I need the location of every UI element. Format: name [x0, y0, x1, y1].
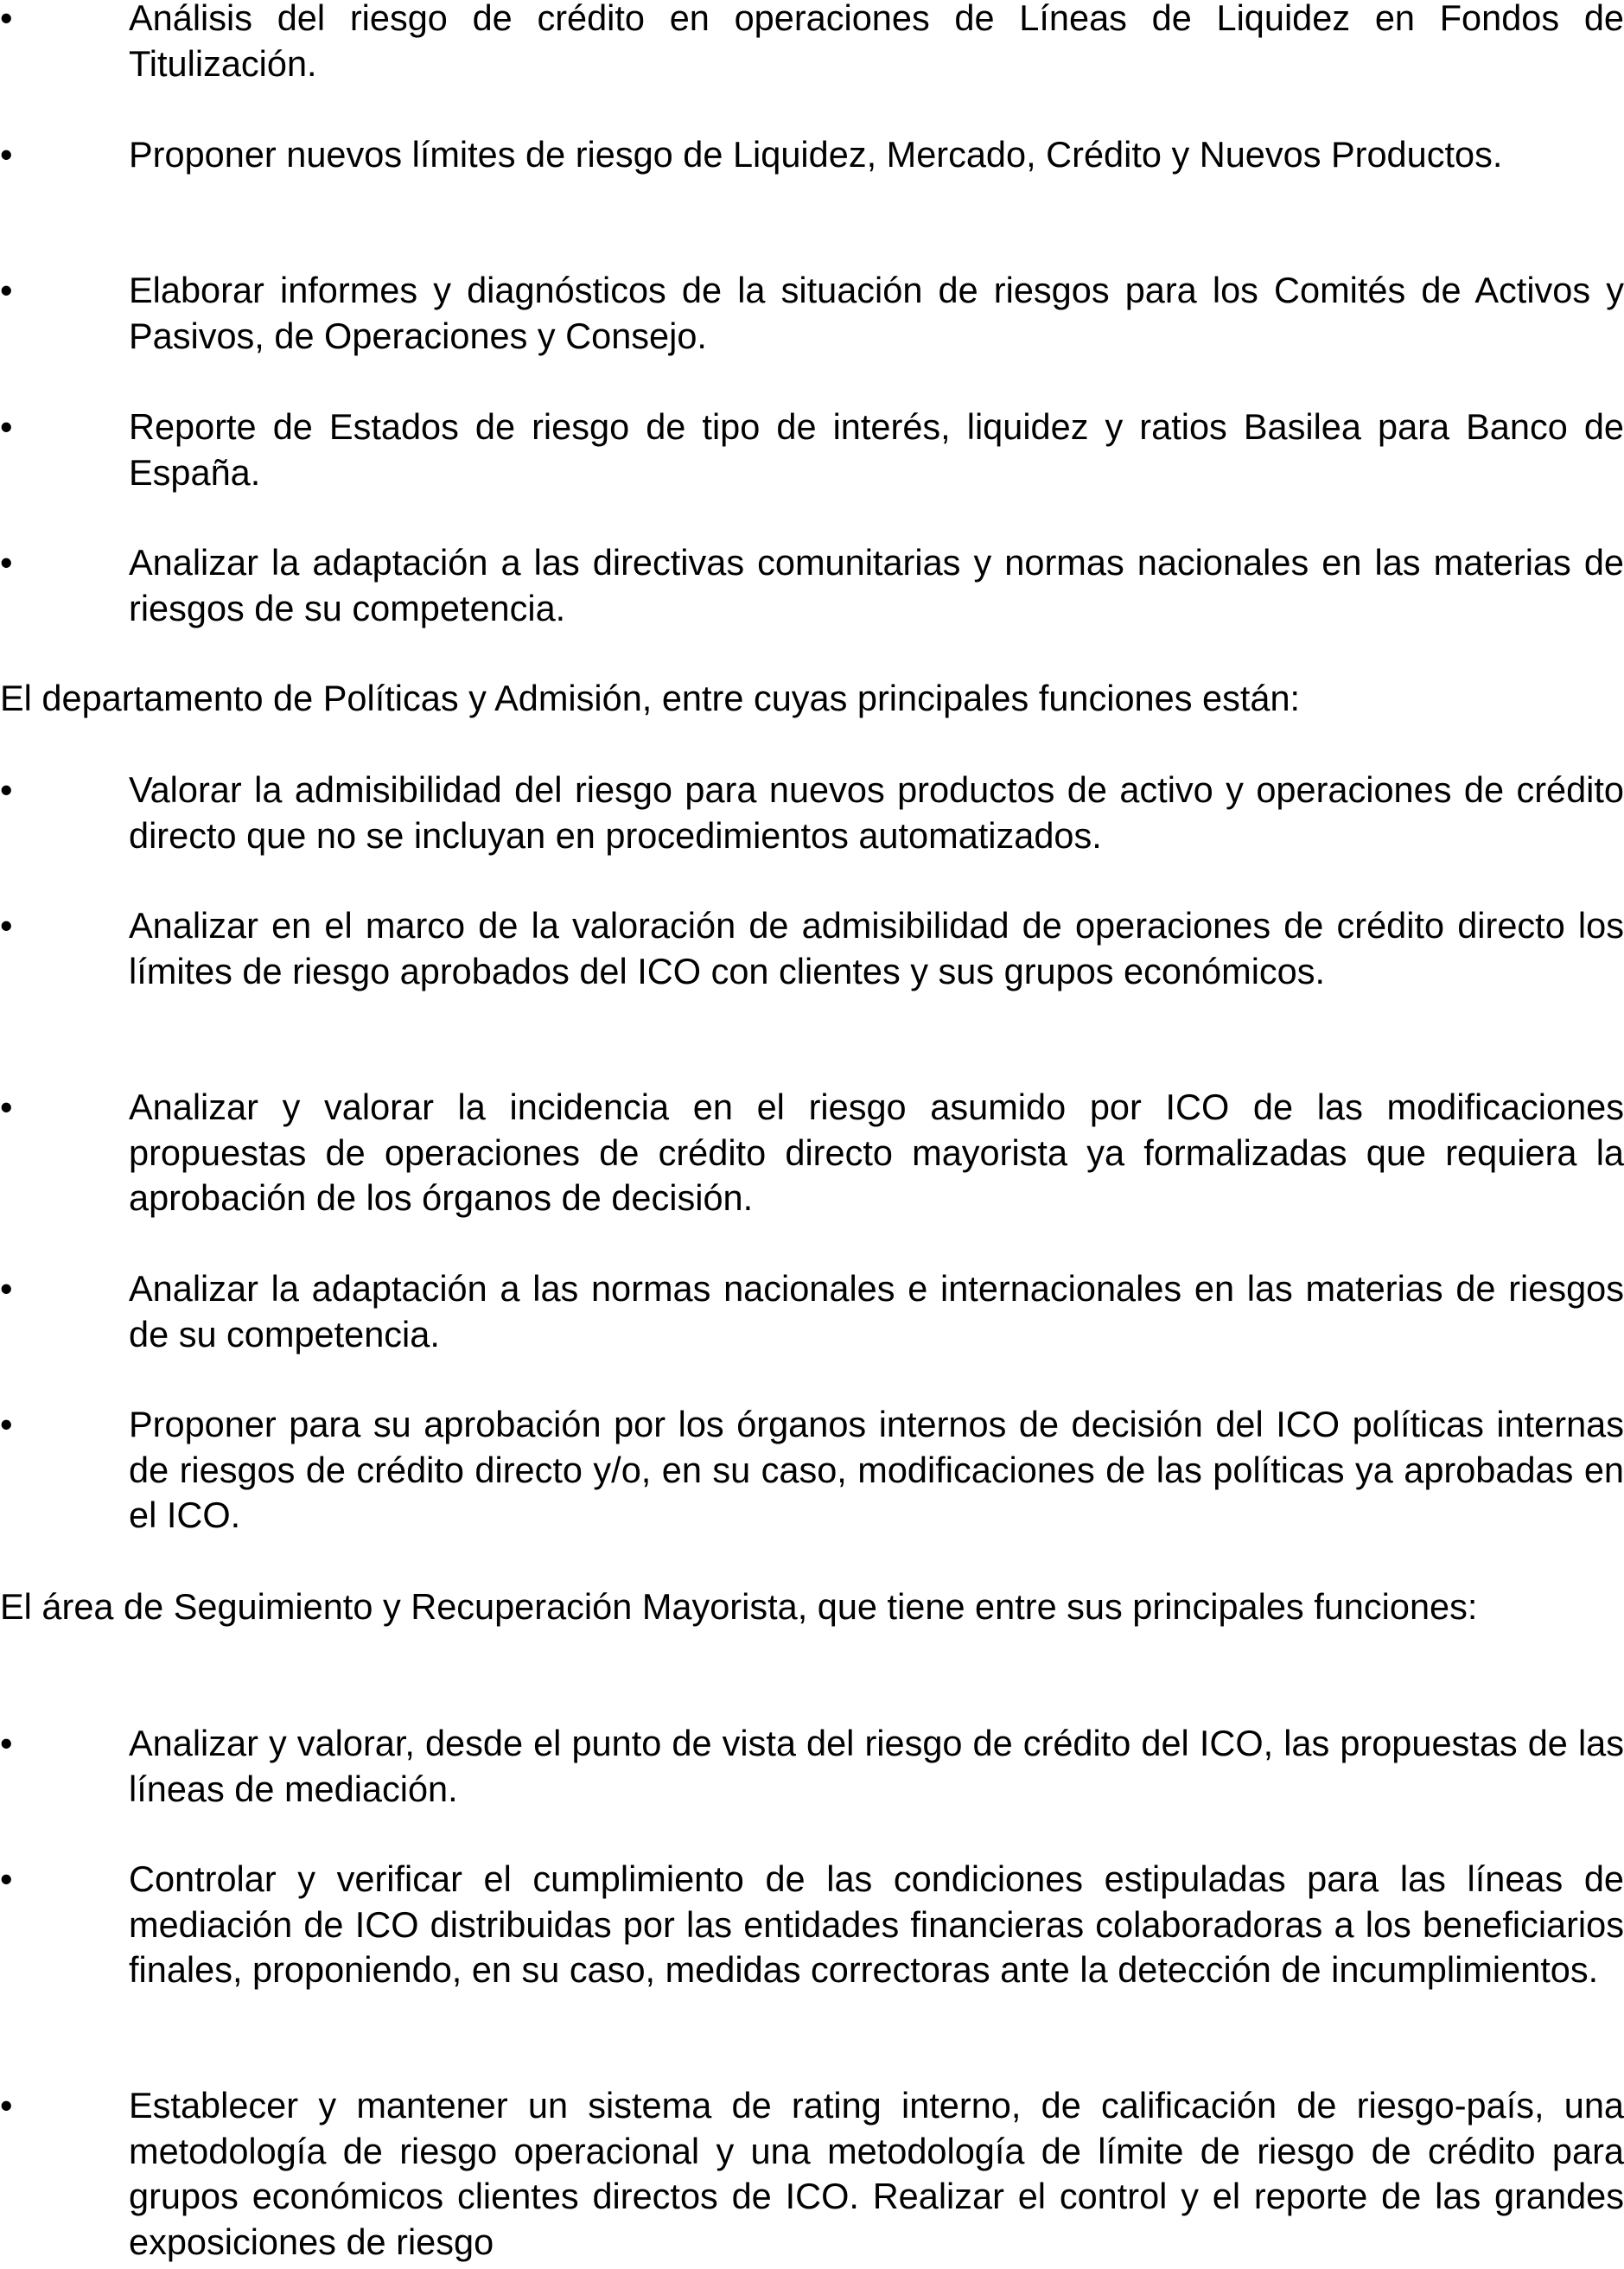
- section-intro-seguimiento: El área de Seguimiento y Recuperación Mayorista, que tiene entre sus principales funciones:: [0, 1586, 1478, 1627]
- list-item-text: Analizar y valorar, desde el punto de vista del riesgo de crédito del ICO, las propuestas de las líneas de mediación.: [129, 1723, 1624, 1809]
- list-item-text: Análisis del riesgo de crédito en operaciones de Líneas de Liquidez en Fondos de Titulización.: [129, 0, 1624, 84]
- bullet-icon: •: [0, 270, 13, 310]
- bullet-icon: •: [0, 406, 13, 447]
- list-item-text: Valorar la admisibilidad del riesgo para nuevos productos de activo y operaciones de crédito directo que no se incluyan en procedimientos automatizados.: [129, 769, 1624, 856]
- list-item-text: Analizar en el marco de la valoración de admisibilidad de operaciones de crédito directo los límites de riesgo aprobados del ICO con clientes y sus grupos económicos.: [129, 905, 1624, 991]
- list-item-text: Proponer nuevos límites de riesgo de Liquidez, Mercado, Crédito y Nuevos Productos.: [129, 134, 1503, 175]
- list-item-text: Elaborar informes y diagnósticos de la situación de riesgos para los Comités de Activos y Pasivos, de Operaciones y Consejo.: [129, 270, 1624, 356]
- bullet-icon: •: [0, 769, 13, 810]
- bullet-icon: •: [0, 1404, 13, 1444]
- list-item-text: Analizar la adaptación a las directivas comunitarias y normas nacionales en las materias de riesgos de su competencia.: [129, 542, 1624, 628]
- list-item-text: Analizar y valorar la incidencia en el riesgo asumido por ICO de las modificaciones propuestas de operaciones de crédito directo mayorista ya formalizadas que requiera la aprobación de los órganos de decisión.: [129, 1087, 1624, 1218]
- bullet-icon: •: [0, 542, 13, 583]
- bullet-icon: •: [0, 905, 13, 946]
- bullet-icon: •: [0, 2085, 13, 2126]
- bullet-icon: •: [0, 1087, 13, 1127]
- bullet-icon: •: [0, 1858, 13, 1899]
- bullet-icon: •: [0, 0, 13, 38]
- section-intro-politicas: El departamento de Políticas y Admisión, entre cuyas principales funciones están:: [0, 678, 1301, 718]
- list-item-text: Analizar la adaptación a las normas nacionales e internacionales en las materias de riesgos de su competencia.: [129, 1268, 1624, 1354]
- bullet-icon: •: [0, 134, 13, 175]
- bullet-icon: •: [0, 1268, 13, 1309]
- bullet-icon: •: [0, 1723, 13, 1763]
- list-item-text: Controlar y verificar el cumplimiento de las condiciones estipuladas para las líneas de mediación de ICO distribuidas por las entidades financieras colaboradoras a los beneficiarios finales, proponiendo, en su caso, medidas correctoras ante la detección de incumplimientos.: [129, 1858, 1624, 1990]
- list-item-text: Proponer para su aprobación por los órganos internos de decisión del ICO políticas internas de riesgos de crédito directo y/o, en su caso, modificaciones de las políticas ya aprobadas en el ICO.: [129, 1404, 1624, 1535]
- list-item-text: Reporte de Estados de riesgo de tipo de interés, liquidez y ratios Basilea para Banco de España.: [129, 406, 1624, 493]
- list-item-text: Establecer y mantener un sistema de rating interno, de calificación de riesgo-país, una metodología de riesgo operacional y una metodología de límite de riesgo de crédito para grupos económicos clientes directos de ICO. Realizar el control y el reporte de las grandes exposiciones de riesgo: [129, 2085, 1624, 2262]
